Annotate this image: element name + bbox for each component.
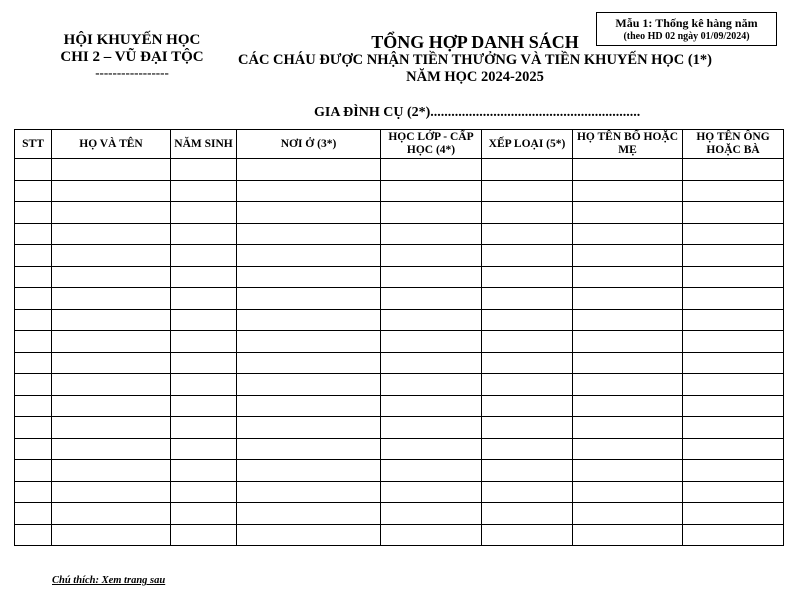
- table-cell[interactable]: [237, 524, 381, 546]
- table-cell[interactable]: [171, 524, 237, 546]
- footnote: Chú thích: Xem trang sau: [52, 575, 166, 586]
- table-cell[interactable]: [683, 417, 784, 439]
- header-full-name: HỌ VÀ TÊN: [52, 130, 171, 159]
- table-cell[interactable]: [15, 245, 52, 267]
- table-cell[interactable]: [52, 395, 171, 417]
- table-cell[interactable]: [482, 417, 573, 439]
- title-subtitle: CÁC CHÁU ĐƯỢC NHẬN TIỀN THƯỞNG VÀ TIỀN KHUYẾN HỌC (1*): [238, 52, 712, 68]
- table-cell[interactable]: [15, 374, 52, 396]
- table-header-row: [15, 130, 784, 159]
- table-cell[interactable]: [683, 395, 784, 417]
- table-cell[interactable]: [381, 266, 482, 288]
- table-cell[interactable]: [15, 352, 52, 374]
- table-cell[interactable]: [52, 159, 171, 181]
- table-cell[interactable]: [381, 223, 482, 245]
- header-class-level: HỌC LỚP - CẤP HỌC (4*): [381, 130, 482, 159]
- table-cell[interactable]: [171, 481, 237, 503]
- table-cell[interactable]: [15, 159, 52, 181]
- table-cell[interactable]: [683, 202, 784, 224]
- table-cell[interactable]: [482, 503, 573, 525]
- table-cell[interactable]: [52, 524, 171, 546]
- table-cell[interactable]: [237, 374, 381, 396]
- table-cell[interactable]: [237, 331, 381, 353]
- table-row: [15, 395, 784, 417]
- table-row: [15, 288, 784, 310]
- table-cell[interactable]: [171, 503, 237, 525]
- table-cell[interactable]: [15, 417, 52, 439]
- table-cell[interactable]: [52, 288, 171, 310]
- header-rank: XẾP LOẠI (5*): [482, 130, 573, 159]
- document-title: [210, 32, 740, 86]
- table-cell[interactable]: [381, 352, 482, 374]
- table-cell[interactable]: [237, 395, 381, 417]
- table-cell[interactable]: [482, 180, 573, 202]
- table-cell[interactable]: [381, 202, 482, 224]
- table-cell[interactable]: [237, 180, 381, 202]
- table-cell[interactable]: [573, 503, 683, 525]
- table-cell[interactable]: [482, 245, 573, 267]
- table-cell[interactable]: [52, 438, 171, 460]
- table-cell[interactable]: [482, 159, 573, 181]
- table-cell[interactable]: [237, 223, 381, 245]
- table-row: [15, 352, 784, 374]
- table-row: [15, 524, 784, 546]
- table-cell[interactable]: [237, 438, 381, 460]
- table-cell[interactable]: [573, 352, 683, 374]
- table-cell[interactable]: [381, 288, 482, 310]
- table-cell[interactable]: [171, 352, 237, 374]
- table-cell[interactable]: [171, 309, 237, 331]
- table-cell[interactable]: [52, 417, 171, 439]
- table-cell[interactable]: [237, 503, 381, 525]
- table-cell[interactable]: [381, 524, 482, 546]
- header-grandparent-name: HỌ TÊN ÔNG HOẶC BÀ: [683, 130, 784, 159]
- table-cell[interactable]: [573, 309, 683, 331]
- table-cell[interactable]: [683, 180, 784, 202]
- table-cell[interactable]: [15, 180, 52, 202]
- table-cell[interactable]: [482, 374, 573, 396]
- table-cell[interactable]: [381, 460, 482, 482]
- title-school-year: NĂM HỌC 2024-2025: [406, 69, 544, 85]
- table-cell[interactable]: [573, 180, 683, 202]
- table-cell[interactable]: [52, 503, 171, 525]
- table-row: [15, 460, 784, 482]
- table-cell[interactable]: [15, 503, 52, 525]
- table-cell[interactable]: [52, 202, 171, 224]
- table-cell[interactable]: [573, 374, 683, 396]
- table-cell[interactable]: [381, 309, 482, 331]
- table-cell[interactable]: [683, 524, 784, 546]
- table-cell[interactable]: [683, 309, 784, 331]
- table-cell[interactable]: [15, 202, 52, 224]
- table-cell[interactable]: [237, 460, 381, 482]
- table-row: [15, 309, 784, 331]
- table-cell[interactable]: [573, 331, 683, 353]
- table-cell[interactable]: [683, 374, 784, 396]
- table-row: [15, 245, 784, 267]
- table-cell[interactable]: [52, 331, 171, 353]
- table-row: [15, 180, 784, 202]
- table-cell[interactable]: [237, 352, 381, 374]
- table-cell[interactable]: [482, 309, 573, 331]
- table-cell[interactable]: [171, 202, 237, 224]
- table-cell[interactable]: [237, 245, 381, 267]
- table-cell[interactable]: [573, 460, 683, 482]
- table-cell[interactable]: [573, 417, 683, 439]
- table-row: [15, 159, 784, 181]
- table-cell[interactable]: [15, 481, 52, 503]
- title-main: TỔNG HỢP DANH SÁCH: [371, 32, 579, 52]
- table-cell[interactable]: [381, 417, 482, 439]
- table-body: [15, 159, 784, 546]
- table-cell[interactable]: [171, 417, 237, 439]
- table-row: [15, 503, 784, 525]
- table-cell[interactable]: [683, 503, 784, 525]
- table-cell[interactable]: [171, 245, 237, 267]
- table-cell[interactable]: [683, 438, 784, 460]
- table-cell[interactable]: [573, 524, 683, 546]
- table-cell[interactable]: [573, 266, 683, 288]
- table-cell[interactable]: [482, 438, 573, 460]
- table-row: [15, 202, 784, 224]
- table-cell[interactable]: [482, 460, 573, 482]
- table-cell[interactable]: [15, 223, 52, 245]
- family-line: GIA ĐÌNH CỤ (2*)............................................................: [314, 105, 641, 120]
- table-cell[interactable]: [237, 309, 381, 331]
- table-cell[interactable]: [52, 460, 171, 482]
- table-cell[interactable]: [573, 245, 683, 267]
- table-cell[interactable]: [237, 159, 381, 181]
- table-cell[interactable]: [381, 159, 482, 181]
- table-cell[interactable]: [15, 524, 52, 546]
- table-cell[interactable]: [237, 266, 381, 288]
- table-cell[interactable]: [683, 288, 784, 310]
- table-cell[interactable]: [573, 223, 683, 245]
- header-residence: NƠI Ở (3*): [237, 130, 381, 159]
- table-cell[interactable]: [482, 202, 573, 224]
- table-cell[interactable]: [15, 331, 52, 353]
- table-cell[interactable]: [52, 481, 171, 503]
- form-label: Mẫu 1: Thống kê hàng năm: [615, 16, 758, 30]
- table-cell[interactable]: [171, 331, 237, 353]
- table-cell[interactable]: [683, 159, 784, 181]
- table-cell[interactable]: [482, 395, 573, 417]
- form-reference: (theo HD 02 ngày 01/09/2024): [623, 31, 750, 42]
- table-cell[interactable]: [52, 245, 171, 267]
- table-cell[interactable]: [381, 374, 482, 396]
- table-cell[interactable]: [482, 288, 573, 310]
- header-parent-name: HỌ TÊN BỐ HOẶC MẸ: [573, 130, 683, 159]
- table-cell[interactable]: [573, 202, 683, 224]
- table-cell[interactable]: [52, 309, 171, 331]
- table-row: [15, 331, 784, 353]
- table-row: [15, 438, 784, 460]
- table-cell[interactable]: [171, 460, 237, 482]
- table-cell[interactable]: [381, 180, 482, 202]
- table-cell[interactable]: [381, 438, 482, 460]
- table-cell[interactable]: [52, 266, 171, 288]
- table-cell[interactable]: [482, 524, 573, 546]
- table-cell[interactable]: [573, 438, 683, 460]
- table-cell[interactable]: [171, 266, 237, 288]
- table-row: [15, 374, 784, 396]
- table-cell[interactable]: [683, 266, 784, 288]
- table-row: [15, 266, 784, 288]
- student-list-table: [14, 129, 784, 546]
- table-cell[interactable]: [15, 438, 52, 460]
- table-cell[interactable]: [683, 481, 784, 503]
- table-cell[interactable]: [237, 288, 381, 310]
- table-cell[interactable]: [482, 223, 573, 245]
- table-cell[interactable]: [482, 331, 573, 353]
- table-cell[interactable]: [381, 503, 482, 525]
- table-cell[interactable]: [15, 460, 52, 482]
- table-cell[interactable]: [381, 331, 482, 353]
- table-cell[interactable]: [381, 245, 482, 267]
- table-cell[interactable]: [52, 374, 171, 396]
- table-cell[interactable]: [237, 202, 381, 224]
- table-cell[interactable]: [52, 352, 171, 374]
- table-cell[interactable]: [381, 395, 482, 417]
- table-cell[interactable]: [573, 288, 683, 310]
- table-cell[interactable]: [15, 266, 52, 288]
- header-birth-year: NĂM SINH: [171, 130, 237, 159]
- table-cell[interactable]: [573, 159, 683, 181]
- organization-branch: CHI 2 – VŨ ĐẠI TỘC: [60, 49, 204, 65]
- table-cell[interactable]: [482, 352, 573, 374]
- table-cell[interactable]: [237, 481, 381, 503]
- table-cell[interactable]: [171, 180, 237, 202]
- organization-header: [40, 32, 224, 79]
- organization-name: HỘI KHUYẾN HỌC: [63, 32, 201, 48]
- table-cell[interactable]: [171, 395, 237, 417]
- table-cell[interactable]: [171, 159, 237, 181]
- table-row: [15, 223, 784, 245]
- table-cell[interactable]: [683, 245, 784, 267]
- table-cell[interactable]: [52, 223, 171, 245]
- table-cell[interactable]: [15, 288, 52, 310]
- table-cell[interactable]: [573, 481, 683, 503]
- table-cell[interactable]: [683, 223, 784, 245]
- table-cell[interactable]: [573, 395, 683, 417]
- table-cell[interactable]: [683, 352, 784, 374]
- table-cell[interactable]: [381, 481, 482, 503]
- table-cell[interactable]: [482, 266, 573, 288]
- table-row: [15, 417, 784, 439]
- table-cell[interactable]: [171, 438, 237, 460]
- table-cell[interactable]: [52, 180, 171, 202]
- header-stt: STT: [15, 130, 52, 159]
- table-cell[interactable]: [15, 395, 52, 417]
- table-cell[interactable]: [683, 331, 784, 353]
- table-cell[interactable]: [683, 460, 784, 482]
- organization-separator: -----------------: [95, 65, 169, 80]
- table-cell[interactable]: [171, 288, 237, 310]
- table-cell[interactable]: [15, 309, 52, 331]
- table-cell[interactable]: [171, 223, 237, 245]
- table-row: [15, 481, 784, 503]
- table-cell[interactable]: [482, 481, 573, 503]
- table-cell[interactable]: [237, 417, 381, 439]
- table-cell[interactable]: [171, 374, 237, 396]
